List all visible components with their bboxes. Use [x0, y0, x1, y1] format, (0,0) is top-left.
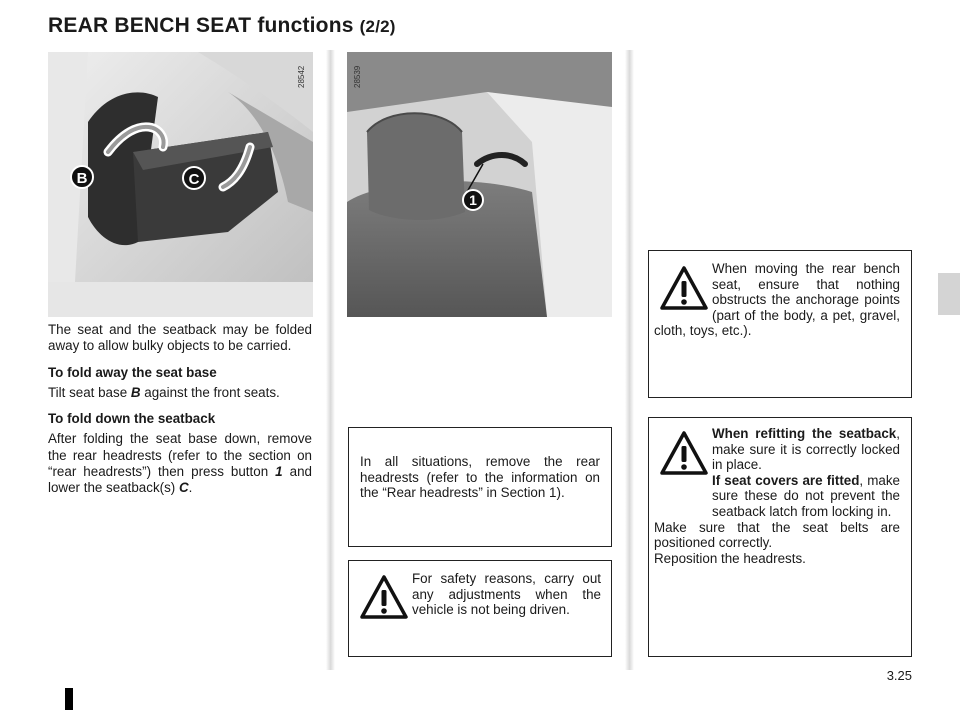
callout-1-label: 1	[469, 192, 477, 208]
callout-c-label: C	[188, 171, 200, 188]
safety-text: For safety reasons, carry out any adjustments when the vehicle is not being driven.	[412, 571, 601, 618]
photo-code: 28539	[353, 65, 362, 88]
seat-fold-photo	[48, 52, 313, 317]
headrest-photo	[347, 52, 612, 317]
instructions-text	[48, 322, 312, 497]
info-box	[348, 427, 612, 547]
column-divider	[326, 50, 335, 670]
column-divider	[625, 50, 634, 670]
safety-warning-box	[348, 560, 612, 657]
heading-fold-base: To fold away the seat base	[48, 364, 217, 380]
moving-warning-text: When moving the rear bench seat, ensure that nothing obstructs the anchorage points (part of the body, a pet, gravel, cloth, toys, etc.).	[654, 261, 900, 339]
refit-warning-box	[648, 417, 912, 657]
moving-warning-box	[648, 250, 912, 398]
page-number: 3.25	[886, 668, 912, 683]
heading-fold-seatback: To fold down the seatback	[48, 411, 216, 427]
intro-paragraph: The seat and the seatback may be folded away to allow bulky objects to be carried.	[48, 322, 312, 354]
fold-base-paragraph: Tilt seat base B against the front seats.	[48, 384, 280, 400]
page-title	[48, 14, 396, 38]
headrest-illustration	[347, 52, 612, 317]
callout-b-label: B	[76, 170, 88, 187]
photo-code: 28542	[297, 65, 306, 88]
refit-warning-text: When refitting the seatback, make sure it is correctly locked in place. If seat covers are fitted, make sure these do not prevent the seatback latch from locking in. Make sure that the seat belts are positioned correctly. Reposition the headrests.	[654, 426, 900, 566]
info-text: In all situations, remove the rear headrests (refer to the information on the “Rear headrests” in Section 1).	[360, 454, 600, 501]
fold-seatback-paragraph: After folding the seat base down, remove the rear headrests (refer to the section on “rear headrests”) then press button 1 and lower the seatback(s) C.	[48, 431, 312, 496]
title-main: REAR BENCH SEAT functions	[48, 14, 354, 37]
seat-fold-illustration	[48, 52, 313, 317]
warning-triangle-icon	[359, 574, 409, 620]
chapter-tab	[938, 273, 960, 315]
footer-mark	[65, 688, 73, 710]
title-suffix: (2/2)	[359, 17, 396, 36]
